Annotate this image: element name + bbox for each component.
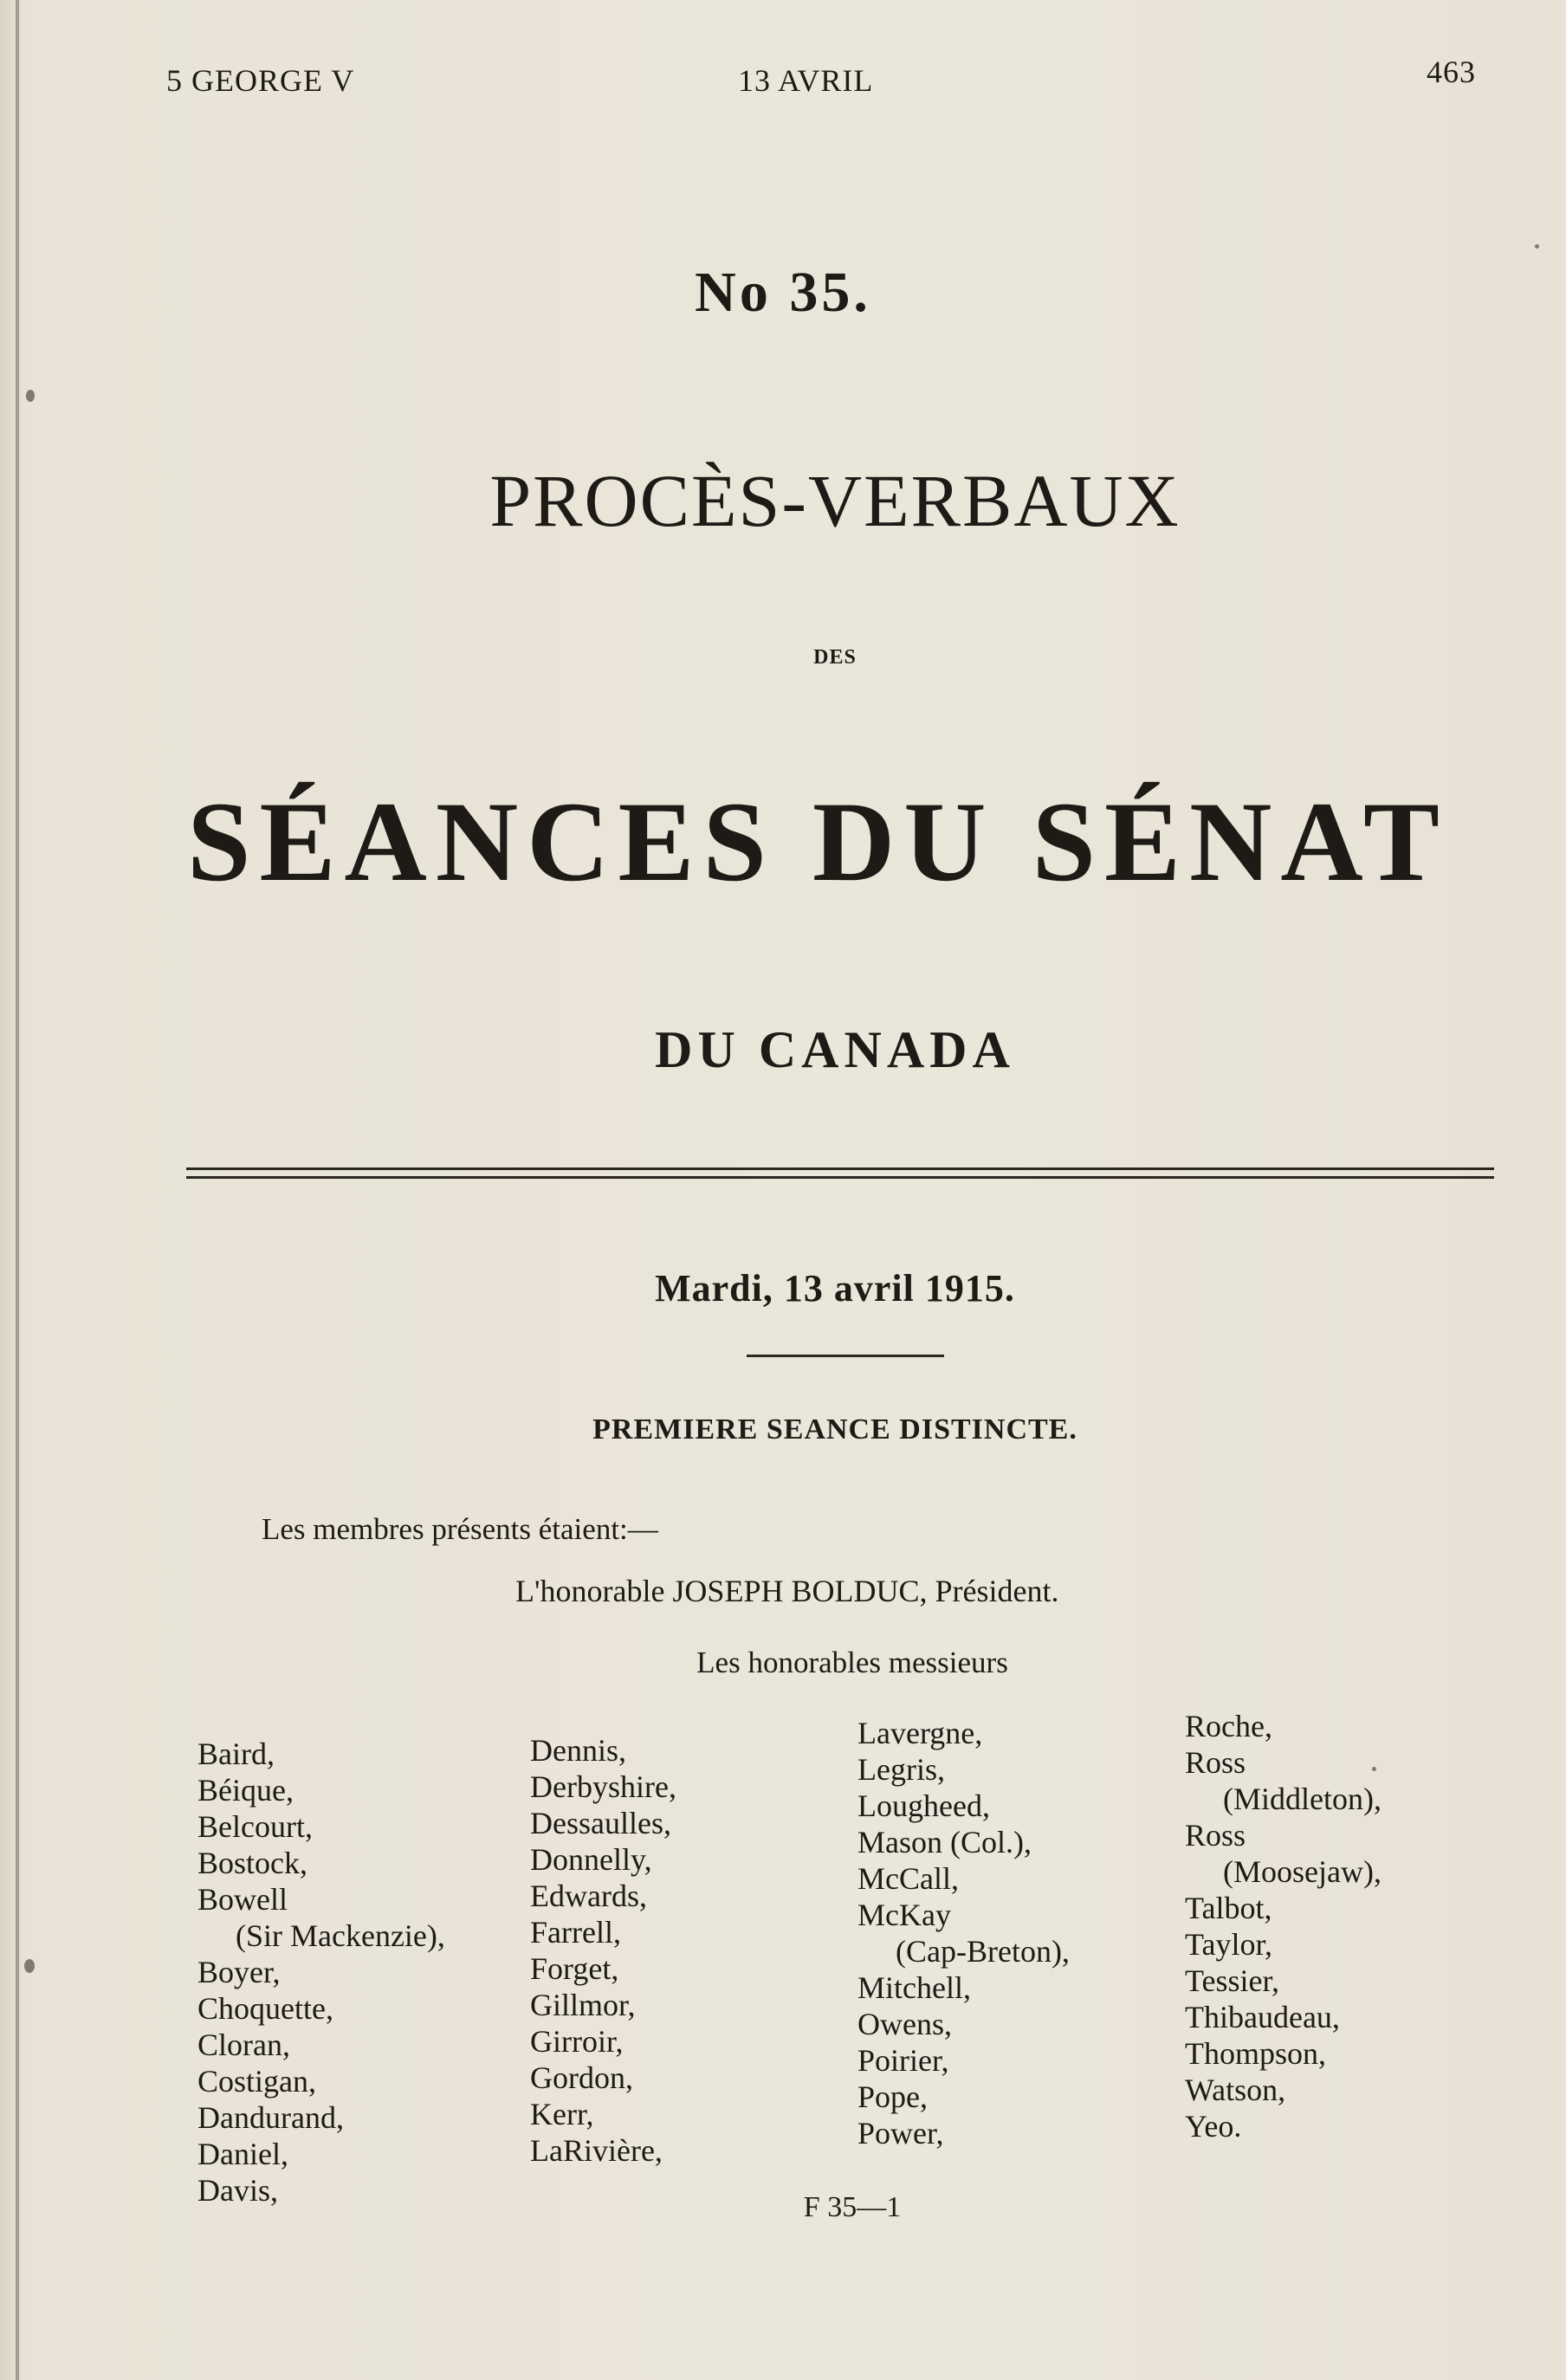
member-name: Ross	[1185, 1818, 1246, 1853]
member-name: Dennis,	[530, 1733, 626, 1768]
session-date: Mardi, 13 avril 1915.	[655, 1267, 1015, 1310]
member-name: LaRivière,	[530, 2133, 663, 2168]
running-head-date: 13 AVRIL	[738, 63, 874, 98]
member-name: Ross	[1185, 1745, 1246, 1780]
member-name: Choquette,	[197, 1991, 333, 2026]
title-du-canada: DU CANADA	[655, 1021, 1015, 1078]
members-intro: Les membres présents étaient:—	[262, 1512, 658, 1546]
member-name: Pope,	[857, 2079, 928, 2114]
member-name: Gillmor,	[530, 1988, 636, 2022]
issue-number: No 35.	[695, 261, 871, 324]
member-name: Donnelly,	[530, 1842, 652, 1877]
member-name: Thibaudeau,	[1185, 2000, 1340, 2034]
member-name: Belcourt,	[197, 1809, 313, 1844]
member-name: Poirier,	[857, 2043, 949, 2078]
members-column-3	[857, 1715, 1070, 2151]
member-name: Derbyshire,	[530, 1769, 676, 1804]
president-line: L'honorable JOSEPH BOLDUC, Président.	[515, 1574, 1059, 1608]
member-name: Legris,	[857, 1752, 945, 1787]
seance-heading: PREMIERE SEANCE DISTINCTE.	[592, 1413, 1077, 1445]
member-name: Power,	[857, 2116, 944, 2150]
member-name: Boyer,	[197, 1955, 281, 1989]
member-name-continuation: (Moosejaw),	[1223, 1854, 1382, 1889]
member-name: Edwards,	[530, 1879, 647, 1913]
member-name: Béique,	[197, 1773, 294, 1808]
title-des: DES	[813, 646, 857, 669]
members-column-2	[530, 1732, 676, 2169]
member-name: Dandurand,	[197, 2100, 344, 2135]
member-name-continuation: (Middleton),	[1223, 1782, 1382, 1816]
member-name: Lavergne,	[857, 1716, 983, 1750]
title-proces-verbaux: PROCÈS-VERBAUX	[489, 459, 1181, 542]
member-name: Mason (Col.),	[857, 1825, 1032, 1859]
member-name: Farrell,	[530, 1915, 621, 1950]
member-name: Watson,	[1185, 2073, 1286, 2107]
member-name: Dessaulles,	[530, 1806, 671, 1840]
paper-speck	[1372, 1767, 1376, 1771]
member-name: Tessier,	[1185, 1963, 1280, 1998]
double-rule-top	[186, 1167, 1494, 1170]
member-name-continuation: (Cap-Breton),	[896, 1934, 1070, 1969]
paper-speck	[24, 1959, 35, 1973]
member-name: McKay	[857, 1898, 951, 1932]
member-name-continuation: (Sir Mackenzie),	[236, 1918, 445, 1953]
member-name: Owens,	[857, 2007, 952, 2041]
paper-speck	[1535, 244, 1539, 249]
member-name: Mitchell,	[857, 1970, 971, 2005]
member-name: Gordon,	[530, 2060, 633, 2095]
short-divider	[747, 1355, 944, 1357]
member-name: Kerr,	[530, 2097, 594, 2131]
member-name: Taylor,	[1185, 1927, 1273, 1962]
member-name: Daniel,	[197, 2137, 288, 2171]
honorables-heading: Les honorables messieurs	[696, 1646, 1008, 1679]
member-name: Davis,	[197, 2173, 278, 2208]
member-name: Girroir,	[530, 2024, 624, 2059]
member-name: Bowell	[197, 1882, 288, 1917]
member-name: Talbot,	[1185, 1891, 1272, 1925]
member-name: Yeo.	[1185, 2109, 1242, 2144]
running-head-regnal-year: 5 GEORGE V	[166, 63, 355, 98]
member-name: Cloran,	[197, 2028, 290, 2062]
member-name: McCall,	[857, 1861, 959, 1896]
members-column-1	[197, 1736, 445, 2209]
member-name: Baird,	[197, 1736, 275, 1771]
member-name: Lougheed,	[857, 1788, 990, 1823]
member-name: Forget,	[530, 1951, 619, 1986]
member-name: Bostock,	[197, 1846, 308, 1880]
member-name: Costigan,	[197, 2064, 317, 2099]
paper-speck	[26, 390, 35, 402]
title-seances-du-senat: SÉANCES DU SÉNAT	[187, 778, 1448, 905]
members-column-4	[1185, 1708, 1382, 2144]
page-number: 463	[1427, 55, 1476, 89]
double-rule-bottom	[186, 1176, 1494, 1179]
member-name: Thompson,	[1185, 2036, 1327, 2071]
member-name: Roche,	[1185, 1709, 1272, 1743]
printer-signature: F 35—1	[803, 2191, 902, 2223]
binding-edge	[16, 0, 19, 2380]
